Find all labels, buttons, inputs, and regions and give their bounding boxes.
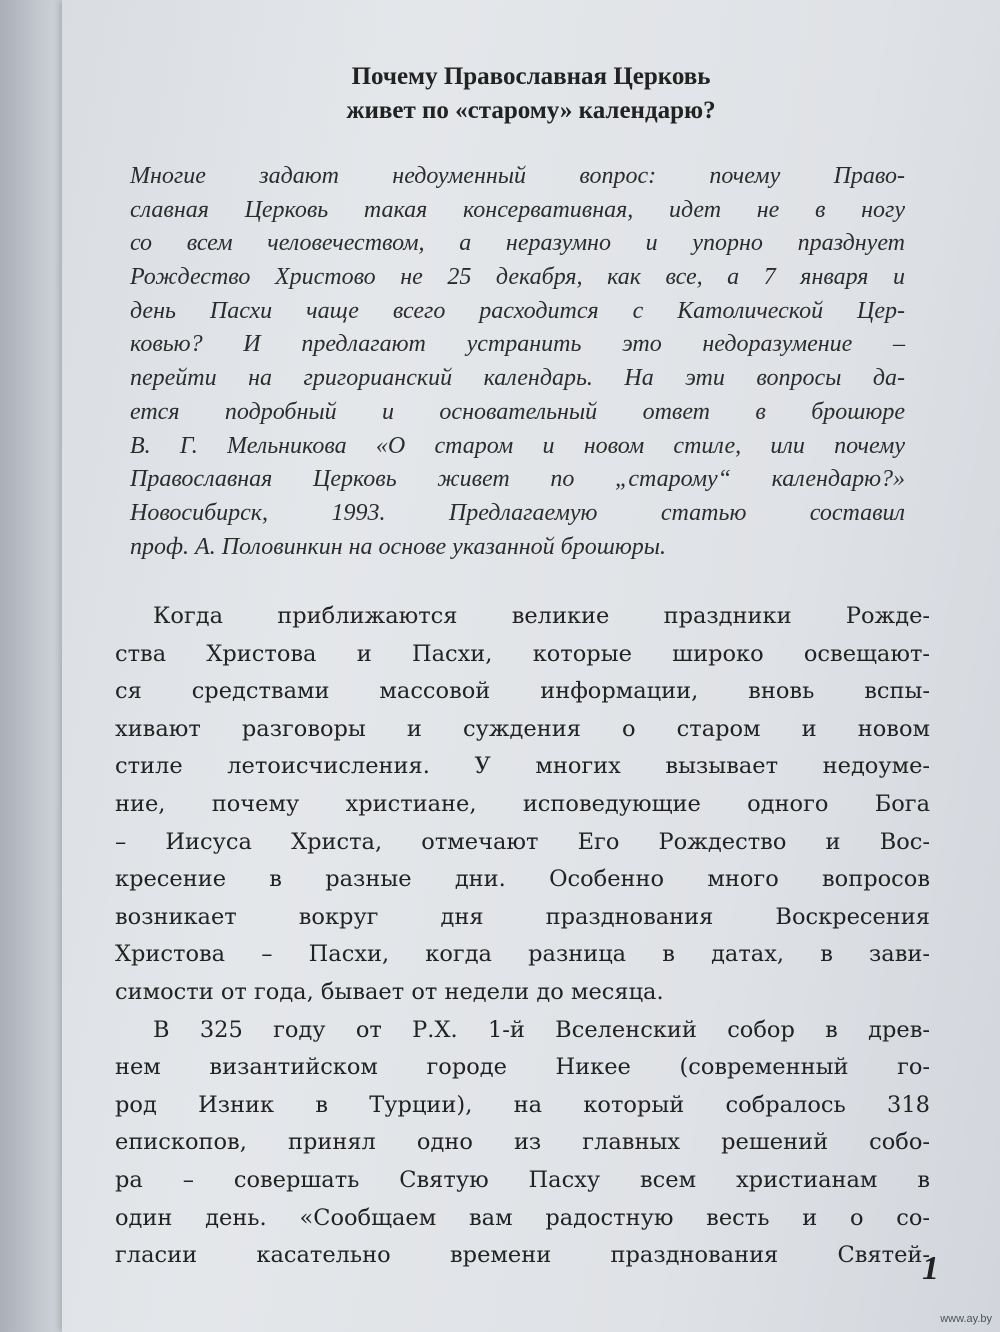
body-line: род Изник в Турции), на который собралось 318 <box>115 1091 930 1118</box>
body-line: – Иисуса Христа, отмечают Его Рождество и Вос- <box>115 828 930 855</box>
site-watermark: www.ay.by <box>940 1313 992 1325</box>
body-line: В 325 году от Р.Х. 1-й Вселенский собор в древ- <box>153 1016 930 1043</box>
article-body <box>115 598 930 1275</box>
body-line: симости от года, бывает от недели до месяца. <box>115 978 664 1005</box>
title-line: Почему Православная Церковь <box>351 63 711 90</box>
intro-line: день Пасхи чаще всего расходится с Католической Цер- <box>130 297 905 324</box>
title-line: живет по «старому» календарю? <box>346 97 716 124</box>
body-line: епископов, принял одно из главных решений собо- <box>115 1129 930 1156</box>
intro-line: ется подробный и основательный ответ в брошюре <box>130 398 905 425</box>
intro-line: Новосибирск, 1993. Предлагаемую статью составил <box>130 499 905 526</box>
article-title <box>62 60 1000 128</box>
body-paragraph-2 <box>115 1012 930 1275</box>
body-paragraph-1 <box>115 598 930 1012</box>
body-line: Когда приближаются великие праздники Рожде- <box>153 603 930 629</box>
body-line: кресение в разные дни. Особенно много вопросов <box>115 866 930 893</box>
intro-line: Рождество Христово не 25 декабря, как все, а 7 января и <box>130 264 905 291</box>
body-line: стиле летоисчисления. У многих вызывает недоуме- <box>115 753 930 780</box>
intro-line: Многие задают недоуменный вопрос: почему Право- <box>130 163 905 189</box>
body-line: один день. «Сообщаем вам радостную весть и о со- <box>115 1204 930 1231</box>
intro-line: В. Г. Мельникова «О старом и новом стиле, или почему <box>130 432 905 459</box>
body-line: возникает вокруг дня празднования Воскресения <box>115 903 930 930</box>
intro-line: ковью? И предлагают устранить это недоразумение – <box>130 331 905 358</box>
body-line: ства Христова и Пасхи, которые широко освещают- <box>115 640 930 667</box>
page-number: 1 <box>922 1250 939 1287</box>
intro-paragraph <box>130 160 905 564</box>
intro-line: со всем человечеством, а неразумно и упорно празднует <box>130 230 905 257</box>
body-line: ся средствами массовой информации, вновь вспы- <box>115 678 930 705</box>
body-line: нем византийском городе Никее (современный го- <box>115 1054 930 1081</box>
body-line: хивают разговоры и суждения о старом и новом <box>115 715 930 742</box>
body-line: ра – совершать Святую Пасху всем христианам в <box>115 1166 930 1193</box>
intro-line: Православная Церковь живет по „старому“ календарю?» <box>130 466 905 493</box>
intro-line: славная Церковь такая консервативная, идет не в ногу <box>130 196 905 223</box>
body-line: ние, почему христиане, исповедующие одного Бога <box>115 790 930 817</box>
intro-line: перейти на григорианский календарь. На эти вопросы да- <box>130 365 905 392</box>
body-line: гласии касательно времени празднования Святей- <box>115 1242 930 1269</box>
body-line: Христова – Пасхи, когда разница в датах, в зави- <box>115 941 930 968</box>
intro-line: проф. А. Половинкин на основе указанной брошюры. <box>130 533 667 560</box>
